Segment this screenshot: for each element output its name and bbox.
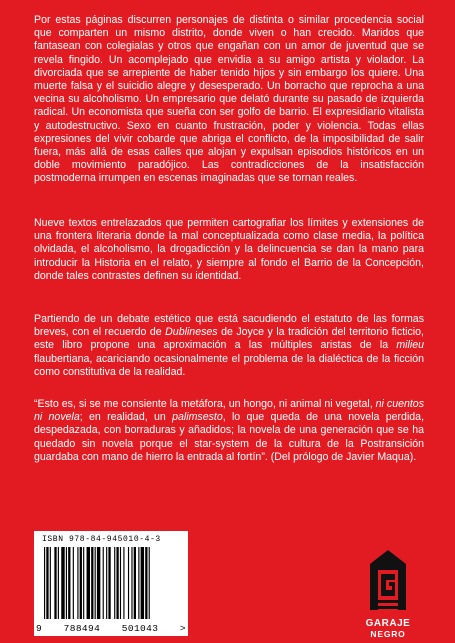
barcode-digits-group-2: 501043 (121, 623, 159, 634)
synopsis-text-2: Nueve textos entrelazados que permiten cartografiar los límites y extensiones de una frontera literaria donde la mal conceptualizada como clase media, la política olvidada, el alcoholismo, la drogadicción y la delincuencia se dan la mano para introducir la Historia en el relato, y siempre al fondo el Barrio de la Concepción, donde tales contrastes definen su identidad. (34, 217, 424, 282)
synopsis-paragraph-2 (34, 217, 424, 283)
publisher-logo (364, 546, 412, 638)
isbn-barcode (34, 531, 188, 636)
publisher-name-line-1: GARAJE (365, 618, 411, 629)
barcode-digits-group-1: 788494 (63, 623, 101, 634)
prologue-quote (34, 398, 424, 464)
barcode-bars (44, 547, 180, 619)
quote-italic-palimsesto: palimsesto (172, 411, 223, 424)
synopsis-text-3 (34, 313, 424, 379)
p3-part-e: flaubertiana, acariciando ocasionalmente el problema de la dialéctica de la ficción como constitutiva de la realidad. (34, 352, 424, 378)
synopsis-text-1: Por estas páginas discurren personajes de distinta o similar procedencia social que comparten un mismo distrito, donde viven o han crecido. Maridos que fantasean con colegialas y otros que engañan con un amor de juventud que se revela fingido. Un acomplejado que envidia a su amigo artista y violador. La divorciada que se arrepiente de haber tenido hijos y sin embargo los quiere. Una muerte falsa y el suicidio alegre y desesperado. Un borracho que reprocha a una vecina su alcoholismo. Un empresario que delató durante su pasado de izquierda radical. Un economista que sueña con ser golfo de barrio. El expresidiario vitalista y autodestructivo. Sexo en cuanto frustración, poder y violencia. Todas ellas expresiones del vivir cobarde que abriga el conflicto, de la imposibilidad de salir fuera, más allá de esas calles que alojan y expulsan episodios históricos en un doble movimiento paradójico. Las contradicciones de la insatisfacción postmoderna irrumpen en escenas imaginadas que se tornan reales. (34, 14, 424, 185)
p3-title-dublineses: Dublineses (165, 326, 218, 339)
quote-italic-1: ni cuentos ni novela (34, 398, 424, 424)
p3-term-milieu: milieu (396, 339, 424, 352)
isbn-label: ISBN 978-84-945010-4-3 (42, 535, 161, 544)
barcode-end-mark: > (179, 623, 186, 634)
quote-part-e: , lo que queda de una novela perdida, despedazada, con borraduras y añadidos; la novela de una generación que se ha quedado sin novela porque el star-system de la cultura de la Postransición guardaba con mano de hierro la entrada al fortín”. (Del prólogo de Javier Maqua). (34, 411, 425, 463)
synopsis-paragraph-3 (34, 313, 424, 379)
p3-part-c: de Joyce y la tradición del territorio ficticio, este libro propone una aproximación a las múltiples aristas de la (34, 326, 424, 352)
publisher-name-line-2: NEGRO (370, 629, 406, 639)
quote-part-a: “Esto es, si se me consiente la metáfora, un hongo, ni animal ni vegetal, (34, 398, 376, 410)
barcode-digit-first: 9 (36, 623, 43, 634)
p3-part-a: Partiendo de un debate estético que está sacudiendo el estatuto de las formas breves, con el recuerdo de (34, 313, 424, 339)
synopsis-paragraph-1 (34, 14, 424, 186)
quote-text (34, 398, 424, 464)
barcode-digits (36, 623, 186, 634)
garage-icon (364, 546, 412, 612)
quote-part-c: ; en realidad, un (79, 411, 173, 424)
